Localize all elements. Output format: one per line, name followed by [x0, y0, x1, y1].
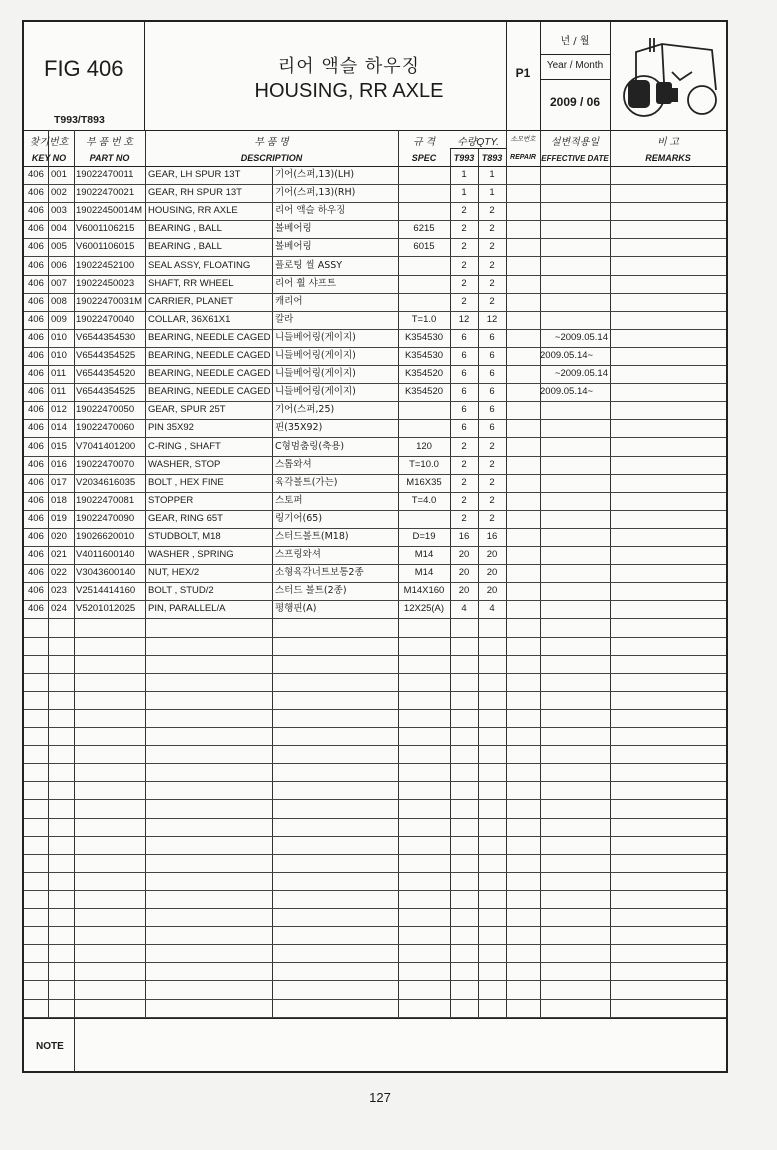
part-number-cell: 19022450023 — [76, 277, 135, 289]
col-spec-en: SPEC — [411, 153, 437, 163]
col-spec-ko: 규 격 — [412, 137, 436, 148]
col-key-en: KEY NO — [31, 153, 67, 163]
fig-cell: 406 — [28, 476, 44, 488]
description-ko-cell: 플로팅 씰 ASSY — [275, 259, 343, 271]
key-cell: 007 — [51, 277, 67, 289]
fig-cell: 406 — [28, 205, 44, 217]
qty-t893-cell: 4 — [489, 603, 495, 615]
empty-row — [24, 800, 726, 819]
table-row — [24, 257, 726, 276]
qty-t893-cell: 2 — [489, 440, 495, 452]
key-cell: 021 — [51, 549, 67, 561]
table-row — [24, 202, 726, 221]
spec-cell: 6015 — [413, 241, 435, 253]
table-row — [24, 329, 726, 348]
empty-row — [24, 763, 726, 782]
year-month-label-ko: 년 / 월 — [560, 36, 590, 47]
fig-cell: 406 — [28, 169, 44, 180]
col-key-ko: 찾기번호 — [29, 137, 69, 148]
description-cell: BEARING, NEEDLE CAGED — [148, 368, 271, 380]
part-number-cell: V3043600140 — [76, 567, 136, 579]
key-cell: 003 — [51, 205, 67, 217]
description-cell: BEARING, NEEDLE CAGED — [148, 386, 271, 398]
qty-t893-cell: 2 — [489, 295, 495, 307]
table-row — [24, 383, 726, 402]
table-row — [24, 492, 726, 511]
fig-cell: 406 — [28, 585, 44, 597]
description-cell: GEAR, LH SPUR 13T — [148, 169, 241, 180]
table-row — [24, 582, 726, 601]
title-english: HOUSING, RR AXLE — [254, 80, 444, 102]
qty-t993-cell: 2 — [461, 476, 467, 488]
description-cell: GEAR, RING 65T — [148, 512, 223, 524]
description-ko-cell: 소형육각너트보통2종 — [275, 567, 364, 579]
qty-t893-cell: 6 — [489, 404, 495, 416]
parts-table — [24, 166, 726, 1018]
part-number-cell: 19022470060 — [76, 422, 135, 434]
key-cell: 005 — [51, 241, 67, 253]
qty-t993-cell: 2 — [461, 241, 467, 253]
description-ko-cell: 니들베어링(게이지) — [275, 350, 356, 361]
table-row — [24, 456, 726, 475]
fig-cell: 406 — [28, 331, 44, 343]
empty-row — [24, 655, 726, 674]
spec-cell: M14 — [414, 549, 434, 561]
table-row — [24, 347, 726, 366]
table-row — [24, 238, 726, 257]
description-cell: BEARING , BALL — [148, 223, 222, 235]
part-number-cell: V6544354525 — [76, 386, 136, 398]
qty-t893-cell: 6 — [489, 331, 495, 343]
spec-cell: D=19 — [412, 531, 436, 542]
spec-cell: M14X160 — [403, 585, 445, 597]
part-number-cell: 19022470070 — [76, 458, 135, 470]
part-number-cell: V2514414160 — [76, 585, 136, 597]
description-cell: SEAL ASSY, FLOATING — [148, 259, 251, 271]
part-number-cell: 19022450014M — [76, 205, 143, 217]
fig-cell: 406 — [28, 512, 44, 524]
page-number: 127 — [369, 1090, 391, 1105]
table-row — [24, 546, 726, 565]
col-qty-t993: T993 — [453, 153, 475, 163]
table-row — [24, 311, 726, 330]
fig-cell: 406 — [28, 259, 44, 271]
qty-t893-cell: 6 — [489, 368, 495, 380]
qty-t993-cell: 2 — [461, 458, 467, 470]
qty-t893-cell: 2 — [489, 205, 495, 217]
description-cell: WASHER , SPRING — [148, 549, 234, 561]
fig-cell: 406 — [28, 241, 44, 253]
description-cell: NUT, HEX/2 — [148, 567, 200, 579]
empty-row — [24, 781, 726, 800]
qty-t893-cell: 1 — [489, 169, 495, 180]
qty-t993-cell: 20 — [458, 567, 470, 579]
col-eff-en: EFFECTIVE DATE — [541, 154, 609, 163]
spec-cell: T=1.0 — [411, 313, 437, 325]
qty-t893-cell: 16 — [486, 531, 498, 542]
description-ko-cell: 핀(35X92) — [275, 422, 323, 434]
col-remarks-ko: 비 고 — [656, 137, 680, 148]
description-cell: STUDBOLT, M18 — [148, 531, 221, 542]
title-block — [24, 22, 726, 131]
fig-cell: 406 — [28, 494, 44, 506]
qty-t893-cell: 6 — [489, 422, 495, 434]
description-cell: C-RING , SHAFT — [148, 440, 221, 452]
part-number-cell: V5201012025 — [76, 603, 136, 615]
key-cell: 001 — [51, 169, 67, 180]
table-row — [24, 564, 726, 583]
key-cell: 009 — [51, 313, 67, 325]
description-ko-cell: 육각볼트(가는) — [275, 476, 338, 488]
description-cell: STOPPER — [148, 494, 194, 506]
qty-t893-cell: 2 — [489, 241, 495, 253]
title-korean: 리어 액슬 하우징 — [277, 56, 421, 77]
part-number-cell: 19026620010 — [76, 531, 135, 542]
key-cell: 019 — [51, 512, 67, 524]
parts-sheet — [22, 20, 728, 1073]
spec-cell: K354520 — [404, 368, 444, 380]
part-number-cell: V6544354520 — [76, 368, 136, 380]
qty-t893-cell: 2 — [489, 458, 495, 470]
part-number-cell: 19022470090 — [76, 512, 135, 524]
fig-cell: 406 — [28, 422, 44, 434]
qty-t993-cell: 6 — [461, 404, 467, 416]
empty-row — [24, 872, 726, 891]
qty-t893-cell: 1 — [489, 187, 495, 199]
part-number-cell: 19022470050 — [76, 404, 135, 416]
fig-cell: 406 — [28, 567, 44, 579]
empty-row — [24, 709, 726, 728]
qty-t893-cell: 2 — [489, 512, 495, 524]
part-number-cell: V4011600140 — [76, 549, 135, 561]
table-row — [24, 184, 726, 203]
description-ko-cell: 칼라 — [275, 313, 294, 325]
key-cell: 015 — [51, 440, 67, 452]
table-row — [24, 600, 726, 619]
spec-cell: 12X25(A) — [403, 603, 445, 615]
tractor-icon — [614, 30, 722, 122]
spec-cell: K354530 — [404, 350, 444, 361]
empty-row — [24, 836, 726, 855]
qty-t993-cell: 6 — [461, 368, 467, 380]
col-qty-ko: 수량QTY. — [457, 137, 499, 148]
key-cell: 006 — [51, 259, 67, 271]
key-cell: 010 — [51, 350, 67, 361]
qty-t993-cell: 1 — [461, 169, 467, 180]
description-ko-cell: 스토퍼 — [275, 494, 303, 506]
fig-cell: 406 — [28, 350, 44, 361]
description-ko-cell: 리어 액슬 하우징 — [275, 205, 346, 217]
key-cell: 024 — [51, 603, 67, 615]
model-code: T993/T893 — [54, 114, 105, 126]
spec-cell: K354530 — [404, 331, 444, 343]
col-remarks-en: REMARKS — [645, 153, 691, 163]
fig-cell: 406 — [28, 603, 44, 615]
spec-cell: 120 — [416, 440, 432, 452]
key-cell: 011 — [51, 368, 67, 380]
key-cell: 020 — [51, 531, 67, 542]
description-ko-cell: 링기어(65) — [275, 512, 323, 524]
col-eff-ko: 설변적용일 — [550, 137, 600, 148]
fig-cell: 406 — [28, 386, 44, 398]
key-cell: 010 — [51, 331, 67, 343]
qty-t893-cell: 2 — [489, 476, 495, 488]
description-ko-cell: 평행핀(A) — [275, 603, 317, 615]
description-cell: BEARING, NEEDLE CAGED — [148, 350, 271, 361]
qty-t893-cell: 6 — [489, 350, 495, 361]
effective-date-cell: 2009.05.14~ — [540, 386, 594, 398]
part-number-cell: V7041401200 — [76, 440, 136, 452]
description-ko-cell: 스프링와셔 — [275, 549, 321, 561]
description-ko-cell: 스터드볼트(M18) — [275, 531, 349, 542]
part-number-cell: V6001106215 — [76, 223, 135, 235]
description-ko-cell: 기어(스퍼,25) — [275, 404, 335, 416]
table-row — [24, 528, 726, 547]
fig-cell: 406 — [28, 277, 44, 289]
empty-row — [24, 745, 726, 764]
qty-t993-cell: 6 — [461, 331, 467, 343]
empty-row — [24, 727, 726, 746]
year-month-label-en: Year / Month — [546, 60, 604, 71]
effective-date-cell: 2009.05.14~ — [540, 350, 594, 361]
key-cell: 018 — [51, 494, 67, 506]
fig-cell: 406 — [28, 313, 44, 325]
qty-t893-cell: 20 — [486, 567, 498, 579]
key-cell: 012 — [51, 404, 67, 416]
description-ko-cell: 캐리어 — [275, 295, 303, 307]
col-desc-en: DESCRIPTION — [240, 153, 303, 163]
empty-row — [24, 673, 726, 692]
qty-t893-cell: 2 — [489, 223, 495, 235]
qty-t993-cell: 6 — [461, 422, 467, 434]
description-cell: BOLT , HEX FINE — [148, 476, 224, 488]
empty-row — [24, 854, 726, 873]
col-repair-en: REPAIR — [510, 154, 536, 161]
description-cell: PIN 35X92 — [148, 422, 194, 434]
qty-t993-cell: 2 — [461, 295, 467, 307]
key-cell: 004 — [51, 223, 67, 235]
part-number-cell: 19022470031M — [76, 295, 143, 307]
table-row — [24, 438, 726, 457]
spec-cell: T=10.0 — [409, 458, 439, 470]
description-ko-cell: 니들베어링(게이지) — [275, 368, 356, 380]
table-row — [24, 166, 726, 185]
description-ko-cell: 니들베어링(게이지) — [275, 386, 356, 398]
spec-cell: M14 — [414, 567, 434, 579]
key-cell: 008 — [51, 295, 67, 307]
key-cell: 022 — [51, 567, 67, 579]
description-cell: WASHER, STOP — [148, 458, 221, 470]
spec-cell: 6215 — [413, 223, 435, 235]
description-ko-cell: 스터드 볼트(2종) — [275, 585, 347, 597]
description-ko-cell: 기어(스퍼,13)(RH) — [275, 187, 356, 199]
empty-row — [24, 962, 726, 981]
spec-cell: K354520 — [404, 386, 444, 398]
description-cell: PIN, PARALLEL/A — [148, 603, 226, 615]
effective-date-cell: ~2009.05.14 — [554, 331, 608, 343]
qty-t893-cell: 12 — [486, 313, 498, 325]
empty-row — [24, 908, 726, 927]
part-number-cell: 19022470021 — [76, 187, 135, 199]
qty-t993-cell: 2 — [461, 205, 467, 217]
col-part-en: PART NO — [89, 153, 130, 163]
key-cell: 017 — [51, 476, 67, 488]
qty-t993-cell: 2 — [461, 494, 467, 506]
note-label: NOTE — [36, 1041, 64, 1052]
qty-t993-cell: 6 — [461, 386, 467, 398]
fig-cell: 406 — [28, 404, 44, 416]
empty-row — [24, 691, 726, 710]
qty-t993-cell: 12 — [458, 313, 470, 325]
qty-t893-cell: 6 — [489, 386, 495, 398]
qty-t893-cell: 2 — [489, 259, 495, 271]
page-code: P1 — [515, 66, 531, 80]
part-number-cell: 19022470011 — [76, 169, 134, 180]
part-number-cell: V6544354530 — [76, 331, 136, 343]
qty-t993-cell: 2 — [461, 277, 467, 289]
col-repair-ko: 소모번호 — [510, 136, 536, 143]
table-row — [24, 365, 726, 384]
part-number-cell: 19022470040 — [76, 313, 135, 325]
qty-t993-cell: 2 — [461, 512, 467, 524]
empty-row — [24, 890, 726, 909]
fig-cell: 406 — [28, 295, 44, 307]
qty-t993-cell: 2 — [461, 259, 467, 271]
description-cell: GEAR, RH SPUR 13T — [148, 187, 242, 199]
description-ko-cell: 리어 휠 샤프트 — [275, 277, 337, 289]
qty-t893-cell: 20 — [486, 549, 498, 561]
description-ko-cell: 볼베어링 — [275, 223, 312, 235]
description-ko-cell: 스톱와셔 — [275, 458, 312, 470]
key-cell: 023 — [51, 585, 67, 597]
fig-cell: 406 — [28, 531, 44, 542]
fig-cell: 406 — [28, 223, 44, 235]
empty-row — [24, 926, 726, 945]
description-ko-cell: C형멈춤링(축용) — [275, 440, 345, 452]
empty-row — [24, 999, 726, 1018]
empty-row — [24, 637, 726, 656]
qty-t993-cell: 2 — [461, 440, 467, 452]
empty-row — [24, 818, 726, 837]
description-cell: GEAR, SPUR 25T — [148, 404, 226, 416]
qty-t993-cell: 20 — [458, 585, 470, 597]
column-header — [24, 130, 726, 167]
table-row — [24, 401, 726, 420]
qty-t893-cell: 2 — [489, 494, 495, 506]
spec-cell: M16X35 — [406, 476, 442, 488]
empty-row — [24, 944, 726, 963]
description-ko-cell: 기어(스퍼,13)(LH) — [275, 169, 355, 180]
description-ko-cell: 니들베어링(게이지) — [275, 331, 356, 343]
table-row — [24, 220, 726, 239]
qty-t993-cell: 6 — [461, 350, 467, 361]
description-cell: CARRIER, PLANET — [148, 295, 233, 307]
description-cell: BEARING , BALL — [148, 241, 222, 253]
table-row — [24, 474, 726, 493]
part-number-cell: 19022452100 — [76, 259, 135, 271]
fig-cell: 406 — [28, 187, 44, 199]
key-cell: 002 — [51, 187, 67, 199]
fig-cell: 406 — [28, 549, 44, 561]
empty-row — [24, 981, 726, 1000]
description-ko-cell: 볼베어링 — [275, 241, 312, 253]
key-cell: 011 — [51, 386, 67, 398]
key-cell: 014 — [51, 422, 67, 434]
fig-cell: 406 — [28, 458, 44, 470]
year-month-value: 2009 / 06 — [549, 95, 601, 109]
col-desc-ko: 부 품 명 — [254, 137, 289, 148]
part-number-cell: V2034616035 — [76, 476, 136, 488]
qty-t993-cell: 4 — [461, 603, 467, 615]
description-cell: SHAFT, RR WHEEL — [148, 277, 234, 289]
fig-cell: 406 — [28, 368, 44, 380]
spec-cell: T=4.0 — [411, 494, 437, 506]
qty-t993-cell: 2 — [461, 223, 467, 235]
effective-date-cell: ~2009.05.14 — [554, 368, 608, 380]
table-row — [24, 419, 726, 438]
table-row — [24, 275, 726, 294]
col-part-ko: 부 품 번 호 — [86, 137, 133, 148]
fig-number: FIG 406 — [44, 56, 124, 81]
col-qty-t893: T893 — [481, 153, 503, 163]
fig-cell: 406 — [28, 440, 44, 452]
key-cell: 016 — [51, 458, 67, 470]
part-number-cell: 19022470081 — [76, 494, 135, 506]
part-number-cell: V6544354525 — [76, 350, 136, 361]
description-cell: BOLT , STUD/2 — [148, 585, 214, 597]
qty-t893-cell: 20 — [486, 585, 498, 597]
table-row — [24, 510, 726, 529]
qty-t993-cell: 16 — [458, 531, 470, 542]
table-row — [24, 293, 726, 312]
description-cell: BEARING, NEEDLE CAGED — [148, 331, 271, 343]
qty-t993-cell: 1 — [461, 187, 467, 199]
note-box — [24, 1018, 726, 1072]
description-cell: COLLAR, 36X61X1 — [148, 313, 231, 325]
empty-row — [24, 619, 726, 638]
qty-t893-cell: 2 — [489, 277, 495, 289]
part-number-cell: V6001106015 — [76, 241, 135, 253]
qty-t993-cell: 20 — [458, 549, 470, 561]
description-cell: HOUSING, RR AXLE — [148, 205, 238, 217]
